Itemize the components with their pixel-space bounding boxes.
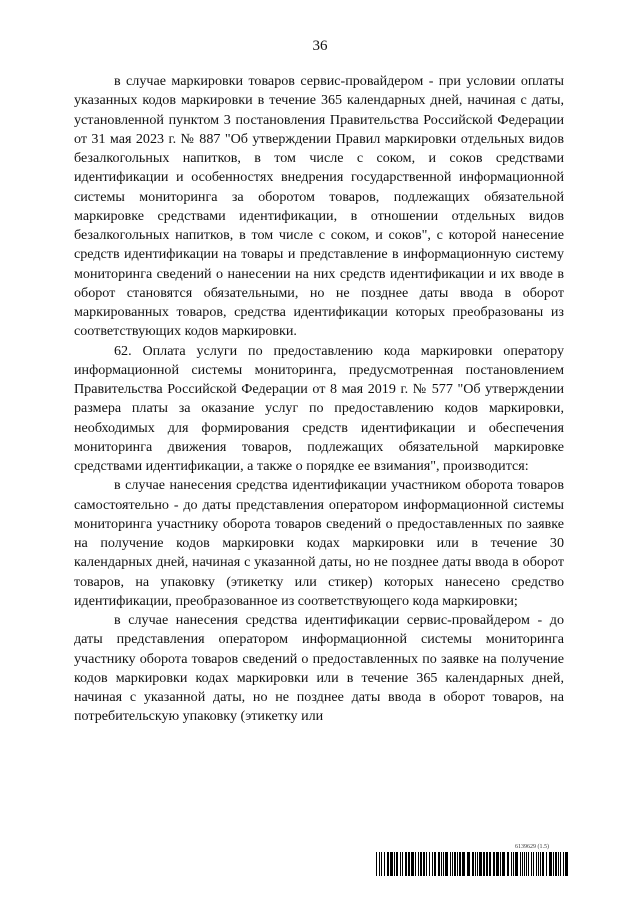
document-id: 6139629 (1.5) [515, 844, 549, 850]
paragraph-service-provider-application: в случае нанесения средства идентификации сервис-провайдером - до даты представления оператором информационной системы мониторинга участнику оборота товаров сведений о предоставленных по заявке на получение кодов маркировки кодах маркировки или в течение 365 календарных дней, начиная с указанной даты, но не позднее даты ввода в оборот товаров, на потребительскую упаковку (этикетку или [74, 612, 564, 725]
page-number: 36 [312, 38, 328, 54]
paragraph-self-application: в случае нанесения средства идентификации участником оборота товаров самостоятельно - до даты представления оператором информационной системы мониторинга участнику оборота товаров сведений о предоставленных по заявке на получение кодов маркировки кодах маркировки или в течение 30 календарных дней, начиная с указанной даты, но не позднее даты ввода в оборот товаров, на упаковку (этикетку или стикер) которых нанесено средство идентификации, преобразованное из соответствующего кода маркировки; [74, 477, 564, 609]
paragraph-service-provider-payment: в случае маркировки товаров сервис-провайдером - при условии оплаты указанных кодов маркировки в течение 365 календарных дней, начиная с даты, установленной пунктом 3 постановления Правительства Российской Федерации от 31 мая 2023 г. № 887 "Об утверждении Правил маркировки отдельных видов безалкогольных напитков, в том числе с соком, и соков средствами идентификации и особенностях внедрения государственной информационной системы мониторинга за оборотом товаров, подлежащих обязательной маркировке средствами идентификации, в отношении отдельных видов безалкогольных напитков, в том числе с соком, и соков", с которой нанесение средств идентификации на товары и представление в информационную систему мониторинга сведений о нанесении на них средств идентификации и их вводе в оборот становятся обязательными, но не позднее даты ввода в оборот маркированных товаров, средства идентификации которых преобразованы из соответствующих кодов маркировки. [74, 73, 564, 340]
paragraph-62: 62. Оплата услуги по предоставлению кода маркировки оператору информационной системы мониторинга, предусмотренная постановлением Правительства Российской Федерации от 8 мая 2019 г. № 577 "Об утверждении размера платы за оказание услуг по предоставлению кодов маркировки, необходимых для формирования средств идентификации и обеспечения мониторинга движения товаров, подлежащих обязательной маркировке средствами идентификации, а также о порядке ее взимания", производится: [74, 342, 564, 474]
document-body [74, 72, 564, 727]
barcode-image [376, 852, 568, 876]
